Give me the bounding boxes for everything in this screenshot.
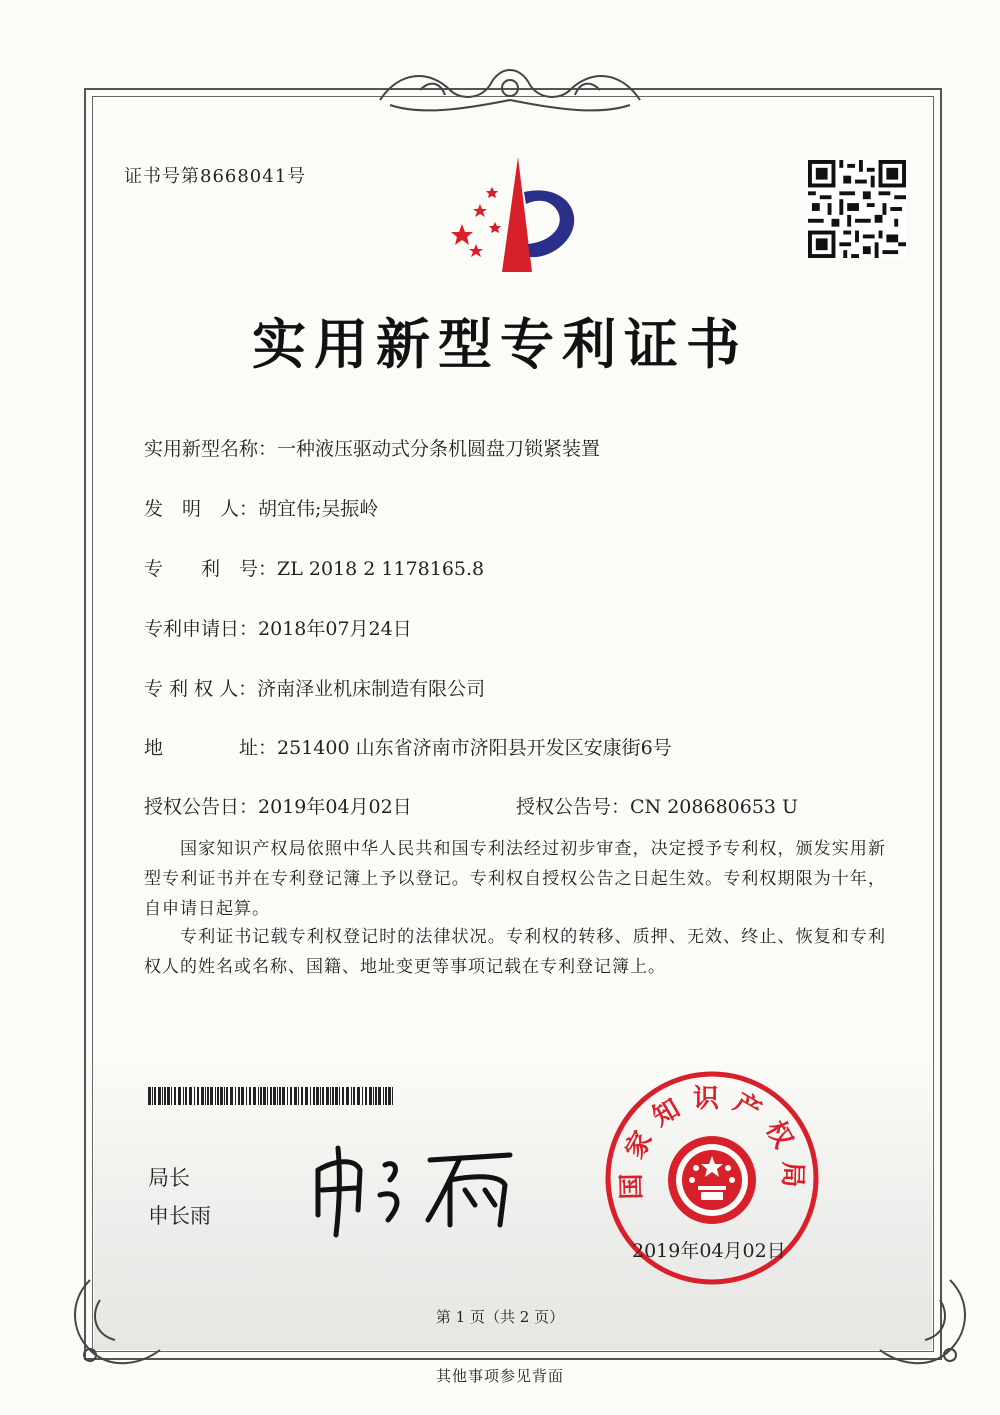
barcode-bar xyxy=(342,1087,344,1105)
barcode-bar xyxy=(330,1087,331,1105)
barcode-bar xyxy=(282,1087,285,1105)
utility-model-name-field xyxy=(144,434,600,461)
barcode-icon xyxy=(148,1087,396,1105)
patent-number-label: 专 利 号： xyxy=(144,558,278,580)
barcode-bar xyxy=(263,1087,266,1105)
grant-statement-paragraph: 国家知识产权局依照中华人民共和国专利法经过初步审查，决定授予专利权，颁发实用新型专利证书并在专利登记簿上予以登记。专利权自授权公告之日起生效。专利权期限为十年，自申请日起算。 xyxy=(144,839,886,919)
barcode-bar xyxy=(241,1087,244,1105)
inventor-value: 胡宜伟;吴振岭 xyxy=(258,498,379,520)
barcode-bar xyxy=(249,1087,251,1105)
patent-number-value: ZL 2018 2 1178165.8 xyxy=(277,558,485,580)
barcode-bar xyxy=(305,1087,308,1105)
seal-date: 2019年04月02日 xyxy=(632,1240,786,1262)
utility-model-name-label: 实用新型名称： xyxy=(144,438,278,460)
barcode-bar xyxy=(301,1087,303,1105)
footer-note: 其他事项参见背面 xyxy=(435,1367,564,1385)
barcode-bar xyxy=(332,1087,334,1105)
barcode-bar xyxy=(322,1087,324,1105)
barcode-bar xyxy=(383,1087,384,1105)
certificate-title: 实用新型专利证书 xyxy=(252,312,748,376)
director-title: 局长 xyxy=(148,1166,190,1190)
announcement-number-label: 授权公告号： xyxy=(516,796,631,818)
inventor-field xyxy=(144,494,378,521)
announcement-date-value: 2019年04月02日 xyxy=(258,796,412,818)
certificate-number: 证书号第8668041号 xyxy=(124,166,307,187)
barcode-bar xyxy=(167,1087,170,1105)
barcode-bar xyxy=(224,1087,225,1105)
barcode-bar xyxy=(339,1087,340,1105)
barcode-bar xyxy=(205,1087,206,1105)
announcement-number-value: CN 208680653 U xyxy=(630,796,799,818)
address-field xyxy=(144,733,672,760)
barcode-bar xyxy=(316,1087,319,1105)
qr-code-icon xyxy=(808,160,906,258)
barcode-bar xyxy=(207,1087,209,1105)
barcode-bar xyxy=(375,1087,377,1105)
barcode-bar xyxy=(373,1087,374,1105)
barcode-bar xyxy=(164,1087,166,1105)
inventor-label: 发 明 人： xyxy=(144,498,259,520)
barcode-bar xyxy=(148,1087,151,1105)
patentee-field xyxy=(144,674,485,701)
barcode-bar xyxy=(326,1087,329,1105)
barcode-bar xyxy=(273,1087,276,1105)
barcode-bar xyxy=(210,1087,213,1105)
director-signature-icon xyxy=(300,1130,530,1240)
barcode-bar xyxy=(226,1087,228,1105)
filing-date-field xyxy=(144,614,412,641)
barcode-bar xyxy=(385,1087,387,1105)
barcode-bar xyxy=(353,1087,355,1105)
barcode-bar xyxy=(238,1087,240,1105)
barcode-bar xyxy=(174,1087,176,1105)
barcode-bar xyxy=(320,1087,321,1105)
barcode-bar xyxy=(154,1087,156,1105)
barcode-bar xyxy=(298,1087,299,1105)
barcode-bar xyxy=(185,1087,187,1105)
barcode-bar xyxy=(197,1087,199,1105)
barcode-bar xyxy=(362,1087,363,1105)
patentee-label: 专 利 权 人： xyxy=(144,678,258,700)
barcode-bar xyxy=(178,1087,181,1105)
barcode-bar xyxy=(290,1087,292,1105)
utility-model-name-value: 一种液压驱动式分条机圆盘刀锁紧装置 xyxy=(277,438,601,460)
barcode-bar xyxy=(183,1087,184,1105)
barcode-bar xyxy=(230,1087,233,1105)
page-number: 第 1 页（共 2 页） xyxy=(435,1308,565,1326)
barcode-bar xyxy=(346,1087,349,1105)
barcode-bar xyxy=(335,1087,338,1105)
barcode-bar xyxy=(277,1087,278,1105)
barcode-bar xyxy=(351,1087,352,1105)
barcode-bar xyxy=(260,1087,262,1105)
address-value: 251400 山东省济南市济阳县开发区安康街6号 xyxy=(277,737,672,759)
barcode-bar xyxy=(246,1087,247,1105)
barcode-bar xyxy=(267,1087,268,1105)
barcode-bar xyxy=(253,1087,256,1105)
barcode-bar xyxy=(357,1087,360,1105)
barcode-bar xyxy=(194,1087,195,1105)
barcode-bar xyxy=(152,1087,153,1105)
address-label: 地 址： xyxy=(144,737,278,759)
announcement-date-field xyxy=(144,792,412,819)
barcode-bar xyxy=(220,1087,223,1105)
barcode-bar xyxy=(287,1087,288,1105)
director-name: 申长雨 xyxy=(148,1204,211,1228)
filing-date-label: 专利申请日： xyxy=(144,618,259,640)
patentee-value: 济南泽业机床制造有限公司 xyxy=(257,678,486,700)
svg-text:国家知识产权局: 国家知识产权局 xyxy=(616,1084,808,1200)
patent-number-field xyxy=(144,554,484,581)
barcode-bar xyxy=(201,1087,204,1105)
barcode-bar xyxy=(378,1087,381,1105)
barcode-bar xyxy=(310,1087,311,1105)
barcode-bar xyxy=(313,1087,315,1105)
barcode-bar xyxy=(162,1087,163,1105)
barcode-bar xyxy=(235,1087,236,1105)
barcode-bar xyxy=(171,1087,172,1105)
barcode-bar xyxy=(369,1087,372,1105)
barcode-bar xyxy=(294,1087,297,1105)
cnipa-emblem-icon xyxy=(440,152,590,277)
announcement-date-label: 授权公告日： xyxy=(144,796,259,818)
filing-date-value: 2018年07月24日 xyxy=(258,618,412,640)
barcode-bar xyxy=(217,1087,219,1105)
barcode-bar xyxy=(189,1087,192,1105)
barcode-bar xyxy=(392,1087,393,1105)
barcode-bar xyxy=(279,1087,281,1105)
legal-status-paragraph: 专利证书记载专利权登记时的法律状况。专利权的转移、质押、无效、终止、恢复和专利权人的姓名或名称、国籍、地址变更等事项记载在专利登记簿上。 xyxy=(144,927,886,977)
barcode-bar xyxy=(258,1087,259,1105)
barcode-bar xyxy=(388,1087,391,1105)
barcode-bar xyxy=(365,1087,367,1105)
barcode-bar xyxy=(158,1087,161,1105)
announcement-number-field xyxy=(516,792,798,819)
top-ornament-icon xyxy=(360,60,660,120)
barcode-bar xyxy=(270,1087,272,1105)
barcode-bar xyxy=(215,1087,216,1105)
